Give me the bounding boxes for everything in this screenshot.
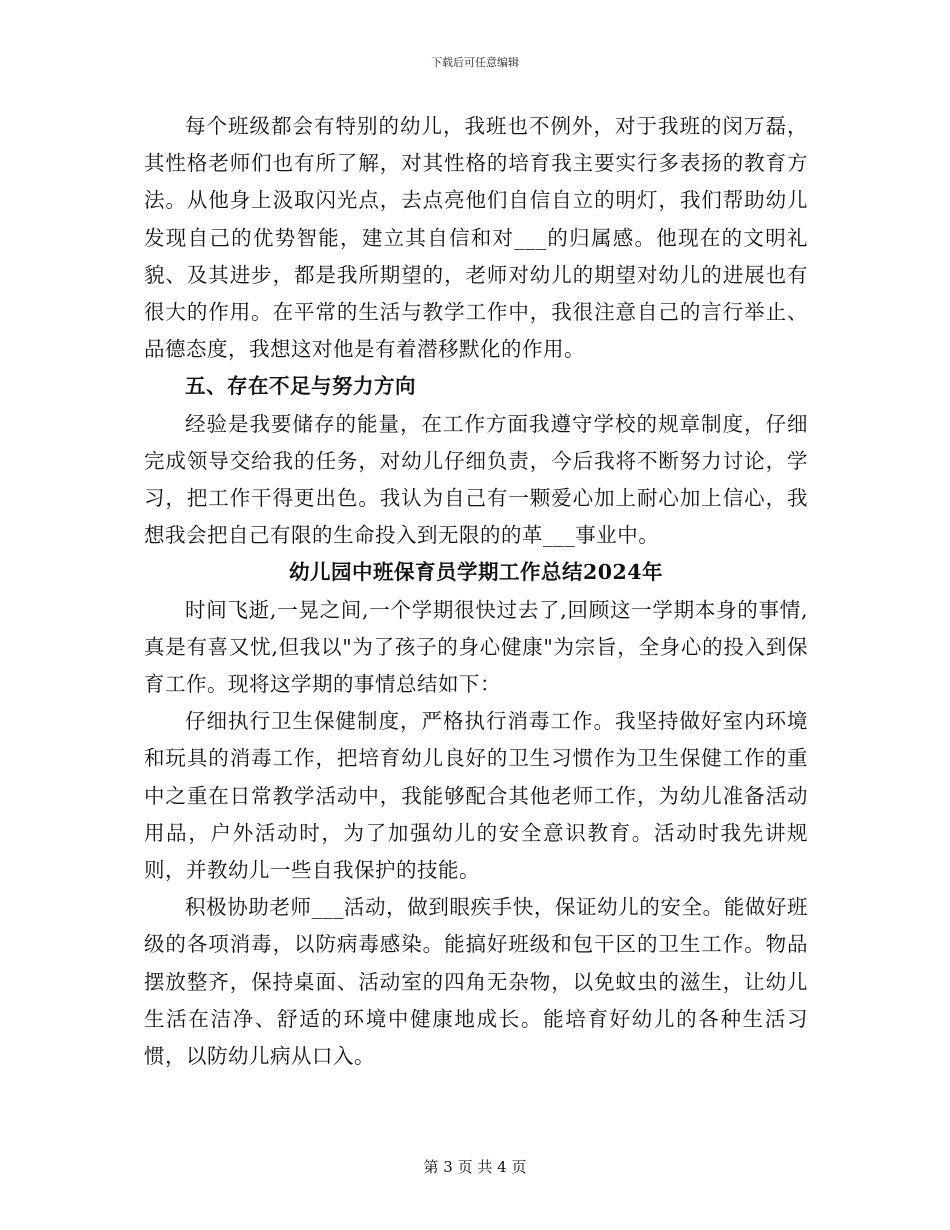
paragraph-hygiene: 仔细执行卫生保健制度，严格执行消毒工作。我坚持做好室内环境和玩具的消毒工作，把培育幼儿良好的卫生习惯作为卫生保健工作的重中之重在日常教学活动中，我能够配合其他老师工作，为幼儿准备活动用品，户外活动时，为了加强幼儿的安全意识教育。活动时我先讲规则，并教幼儿一些自我保护的技能。 (144, 709, 808, 883)
document-body (144, 108, 808, 1075)
paragraph-experience: 经验是我要储存的能量，在工作方面我遵守学校的规章制度，仔细完成领导交给我的任务，对幼儿仔细负责，今后我将不断努力讨论，学习，把工作干得更出色。我认为自己有一颗爱心加上耐心加上信心，我想我会把自己有限的生命投入到无限的的革___事业中。 (144, 411, 808, 548)
section-heading-shortcomings: 五、存在不足与努力方向 (185, 374, 416, 399)
document-title: 幼儿园中班保育员学期工作总结2024年 (288, 560, 664, 585)
paragraph-special-child: 每个班级都会有特别的幼儿，我班也不例外，对于我班的闵万磊，其性格老师们也有所了解，对其性格的培育我主要实行多表扬的教育方法。从他身上汲取闪光点，去点亮他们自信自立的明灯，我们帮助幼儿发现自己的优势智能，建立其自信和对___的归属感。他现在的文明礼貌、及其进步，都是我所期望的，老师对幼儿的期望对幼儿的进展也有很大的作用。在平常的生活与教学工作中，我很注意自己的言行举止、品德态度，我想这对他是有着潜移默化的作用。 (144, 114, 808, 362)
page-footer: 第 3 页 共 4 页 (423, 1158, 527, 1176)
paragraph-intro: 时间飞逝,一晃之间,一个学期很快过去了,回顾这一学期本身的事情,真是有喜又忧,但我以"为了孩子的身心健康"为宗旨，全身心的投入到保育工作。现将这学期的事情总结如下： (144, 597, 808, 697)
page-header: 下载后可任意编辑 (431, 56, 519, 69)
paragraph-assist-teacher: 积极协助老师___活动，做到眼疾手快，保证幼儿的安全。能做好班级的各项消毒，以防病毒感染。能搞好班级和包干区的卫生工作。物品摆放整齐，保持桌面、活动室的四角无杂物，以免蚊虫的滋生，让幼儿生活在洁净、舒适的环境中健康地成长。能培育好幼儿的各种生活习惯，以防幼儿病从口入。 (144, 895, 808, 1069)
